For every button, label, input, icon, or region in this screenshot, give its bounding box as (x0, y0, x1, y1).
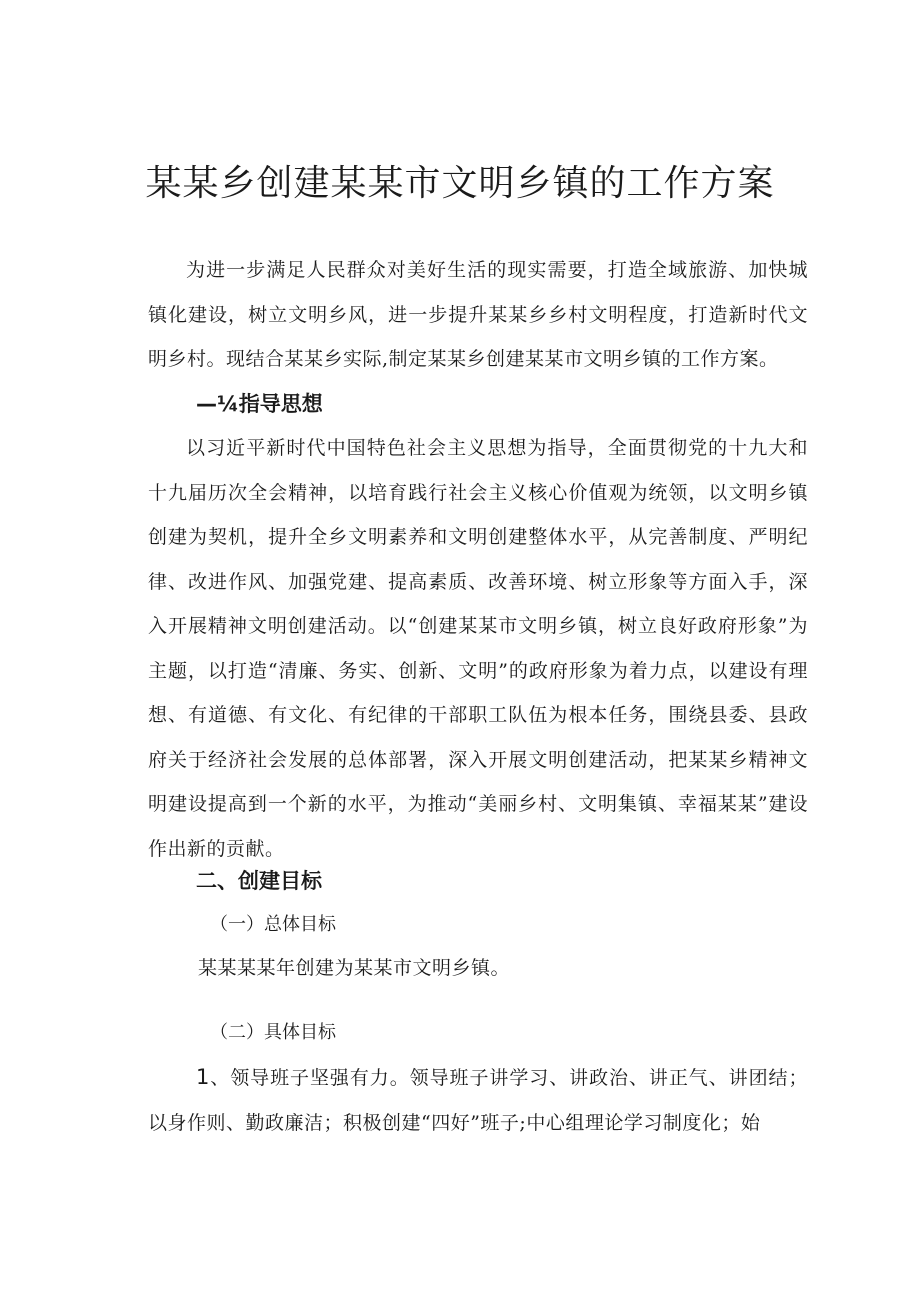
section1-block (148, 426, 808, 871)
item1-text: 、领导班子坚强有力。领导班子讲学习、讲政治、讲正气、讲团结；以身作则、勤政廉洁；积极创建“四好”班子;中心组理论学习制度化；始 (148, 1067, 808, 1134)
intro-block (148, 248, 808, 382)
section-heading-guiding-thought: —¼指导思想 (196, 392, 323, 416)
section-heading-goals: 二、创建目标 (196, 869, 322, 893)
document-title: 某某乡创建某某市文明乡镇的工作方案 (145, 163, 775, 204)
subheading-overall-goal: （一）总体目标 (210, 914, 336, 935)
item1-block (148, 1055, 808, 1145)
item1-number: 1 (196, 1065, 210, 1089)
intro-paragraph: 为进一步满足人民群众对美好生活的现实需要，打造全域旅游、加快城镇化建设，树立文明乡风，进一步提升某某乡乡村文明程度，打造新时代文明乡村。现结合某某乡实际,制定某某乡创建某某市文明乡镇的工作方案。 (148, 259, 808, 370)
overall-goal-block (198, 946, 808, 991)
subheading-specific-goals: （二）具体目标 (210, 1022, 336, 1043)
guiding-thought-paragraph: 以习近平新时代中国特色社会主义思想为指导，全面贯彻党的十九大和十九届历次全会精神，以培育践行社会主义核心价值观为统领，以文明乡镇创建为契机，提升全乡文明素养和文明创建整体水平，从完善制度、严明纪律、改进作风、加强党建、提高素质、改善环境、树立形象等方面入手，深入开展精神文明创建活动。以“创建某某市文明乡镇，树立良好政府形象”为主题，以打造“清廉、务实、创新、文明”的政府形象为着力点，以建设有理想、有道德、有文化、有纪律的干部职工队伍为根本任务，围绕县委、县政府关于经济社会发展的总体部署，深入开展文明创建活动，把某某乡精神文明建设提高到一个新的水平，为推动“美丽乡村、文明集镇、幸福某某”建设作出新的贡献。 (148, 437, 808, 860)
overall-goal-text: 某某某某年创建为某某市文明乡镇。 (198, 957, 511, 979)
item1-paragraph (148, 1055, 808, 1145)
